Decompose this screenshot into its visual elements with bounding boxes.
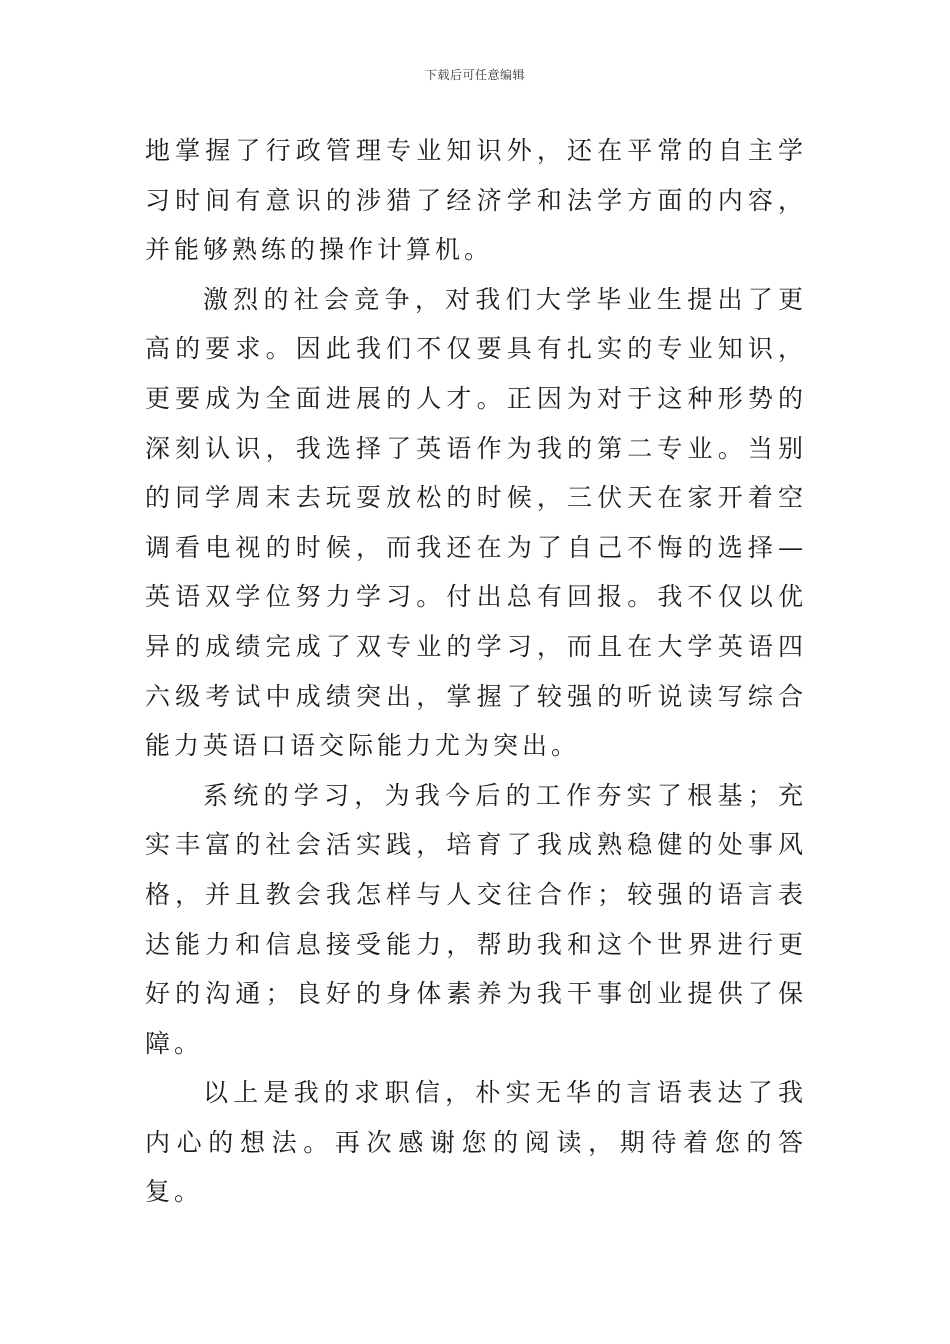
paragraph-3: 系统的学习，为我今后的工作夯实了根基；充实丰富的社会活实践，培育了我成熟稳健的处事风格，并且教会我怎样与人交往合作；较强的语言表达能力和信息接受能力，帮助我和这个世界进行更好的沟通；良好的身体素养为我干事创业提供了保障。 (145, 780, 807, 1058)
paragraph-1: 地掌握了行政管理专业知识外，还在平常的自主学习时间有意识的涉猎了经济学和法学方面的内容，并能够熟练的操作计算机。 (145, 136, 807, 265)
paragraph-4: 以上是我的求职信，朴实无华的言语表达了我内心的想法。再次感谢您的阅读，期待着您的答复。 (145, 1078, 807, 1207)
paragraph-2: 激烈的社会竞争，对我们大学毕业生提出了更高的要求。因此我们不仅要具有扎实的专业知识，更要成为全面进展的人才。正因为对于这种形势的深刻认识，我选择了英语作为我的第二专业。当别的同学周末去玩耍放松的时候，三伏天在家开着空调看电视的时候，而我还在为了自己不悔的选择—英语双学位努力学习。付出总有回报。我不仅以优异的成绩完成了双专业的学习，而且在大学英语四六级考试中成绩突出，掌握了较强的听说读写综合能力英语口语交际能力尤为突出。 (145, 284, 807, 761)
letter-body (145, 126, 807, 1217)
page-header: 下载后可任意编辑 (424, 68, 525, 82)
